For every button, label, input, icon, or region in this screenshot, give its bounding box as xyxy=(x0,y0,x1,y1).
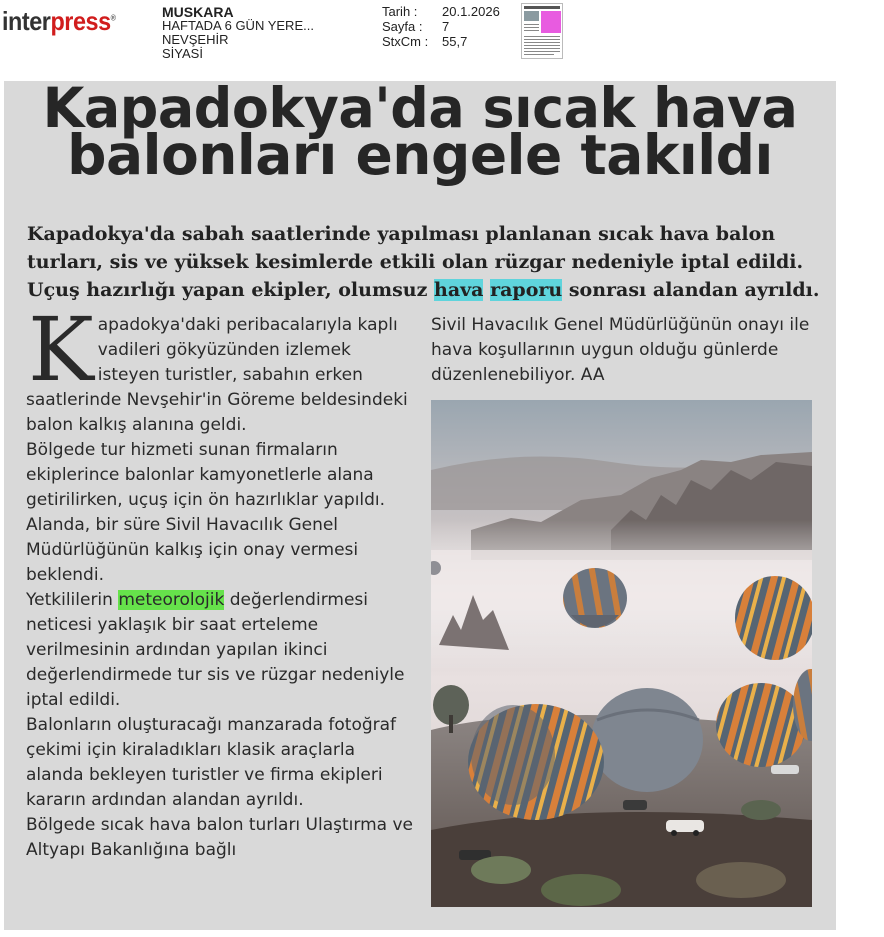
lead-paragraph xyxy=(27,220,827,304)
keyword-highlight-raporu: raporu xyxy=(490,279,563,301)
publication-city: NEVŞEHİR xyxy=(162,32,229,47)
clipping-meta xyxy=(382,4,500,49)
stxcm-label: StxCm : xyxy=(382,34,429,49)
body-paragraph-2: Bölgede tur hizmeti sunan firmaların ekiplerince balonlar kamyonetlerle alana getirilirken, uçuş için ön hazırlıklar yapıldı. xyxy=(26,440,386,510)
date-value: 20.1.2026 xyxy=(442,4,500,19)
date-label: Tarih : xyxy=(382,4,418,19)
body-paragraph-4 xyxy=(26,588,416,713)
news-clipping xyxy=(4,76,836,930)
body-paragraph-4-start: Yetkililerin xyxy=(26,590,113,610)
body-paragraph-4-end: değerlendirmesi neticesi yaklaşık bir saat erteleme verilmesinin ardından yapılan ikinci değerlendirmede tur sis ve rüzgar nedeniyle iptal edildi. xyxy=(26,590,405,710)
headline-line-1: Kapadokya'da sıcak hava xyxy=(42,76,798,140)
headline xyxy=(4,76,836,187)
body-paragraph-7: Sivil Havacılık Genel Müdürlüğünün onayı ile hava koşullarının uygun olduğu günlerde düzenlenebiliyor. AA xyxy=(431,315,810,385)
body-paragraph-3: Alanda, bir süre Sivil Havacılık Genel Müdürlüğünün kalkış için onay vermesi beklendi. xyxy=(26,515,359,585)
keyword-highlight-hava: hava xyxy=(434,279,484,301)
interpress-logo xyxy=(2,6,116,37)
page-row xyxy=(382,19,500,34)
stxcm-value: 55,7 xyxy=(442,34,468,49)
keyword-highlight-meteorolojik: meteorolojik xyxy=(118,590,225,610)
headline-line-2: balonları engele takıldı xyxy=(67,123,773,187)
page-value: 7 xyxy=(442,19,450,34)
lead-line-3-start: Uçuş hazırlığı yapan ekipler, olumsuz xyxy=(27,279,428,301)
lead-line-3 xyxy=(27,276,827,304)
publication-category: SİYASİ xyxy=(162,46,203,61)
drop-cap: K xyxy=(28,298,94,401)
page-label: Sayfa : xyxy=(382,19,423,34)
body-column-left xyxy=(26,298,416,863)
publication-frequency: HAFTADA 6 GÜN YERE... xyxy=(162,18,314,33)
body-paragraph-5: Balonların oluşturacağı manzarada fotoğraf çekimi için kiraladıkları klasik araçlarla alanda bekleyen turistler ve firma ekipleri kararın ardından alandan ayrıldı. xyxy=(26,715,397,810)
body-paragraph-1: apadokya'daki peribacalarıyla kaplı vadileri gökyüzünden izlemek isteyen turistler, sabahın erken saatlerinde Nevşehir'in Göreme beldesindeki balon kalkış alanına geldi. xyxy=(26,315,408,435)
newspaper-page-thumbnail-icon[interactable] xyxy=(521,3,563,59)
lead-line-2: turları, sis ve yüksek kesimlerde etkili olan rüzgar nedeniyle iptal edildi. xyxy=(27,251,804,273)
cappadocia-balloons-illustration xyxy=(431,400,812,907)
lead-line-1: Kapadokya'da sabah saatlerinde yapılması planlanan sıcak hava balon xyxy=(27,223,776,245)
date-row xyxy=(382,4,500,19)
logo-accent: press xyxy=(50,6,111,36)
body-paragraph-6: Bölgede sıcak hava balon turları Ulaştırma ve Altyapı Bakanlığına bağlı xyxy=(26,815,413,860)
logo-mark: ® xyxy=(110,13,116,23)
logo-main: inter xyxy=(2,6,51,36)
publication-info xyxy=(162,5,314,61)
lead-line-3-end: sonrası alandan ayrıldı. xyxy=(568,279,820,301)
stxcm-row xyxy=(382,34,500,49)
body-column-right xyxy=(431,313,826,388)
balloon-photo xyxy=(431,400,812,907)
publication-name: MUSKARA xyxy=(162,4,234,20)
